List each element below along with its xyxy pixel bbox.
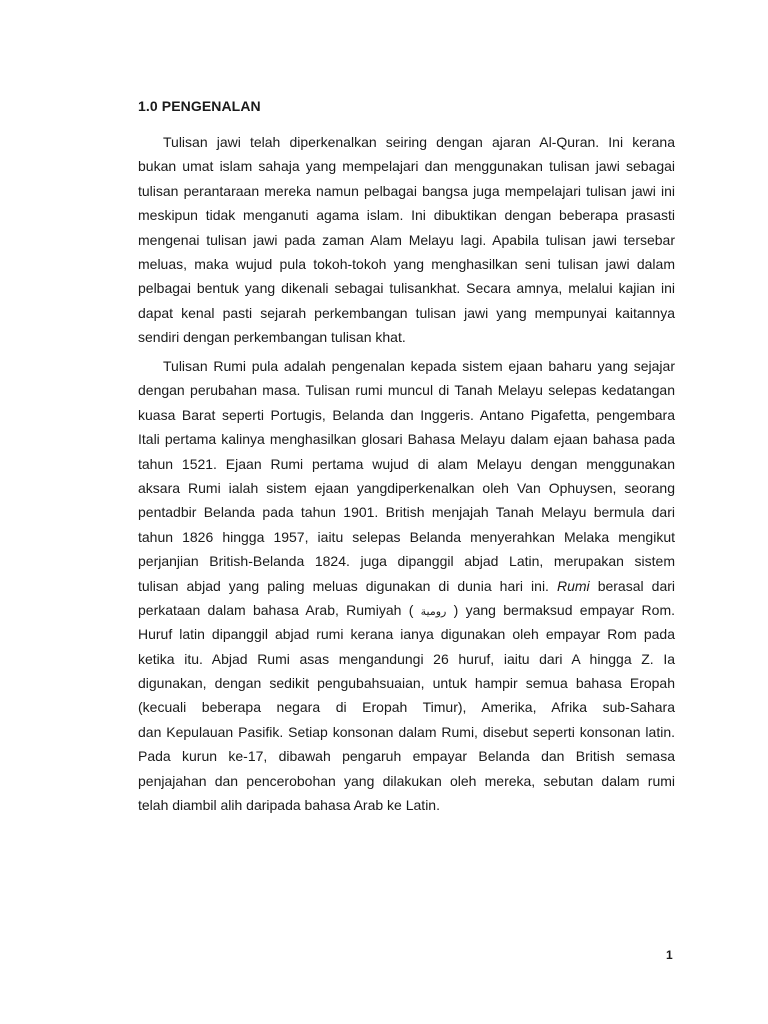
paragraph-line: meluas, maka wujud pula tokoh-tokoh yang menghasilkan seni tulisan jawi dalam bbox=[138, 255, 675, 272]
paragraph-line: mengenai tulisan jawi pada zaman Alam Melayu lagi. Apabila tulisan jawi tersebar bbox=[138, 231, 675, 248]
paragraph-line: telah diambil alih daripada bahasa Arab ke Latin. bbox=[138, 797, 440, 814]
line-text: berasal dari bbox=[589, 577, 675, 594]
paragraph-line: pentadbir Belanda pada tahun 1901. British menjajah Tanah Melayu bermula dari bbox=[138, 504, 675, 521]
paragraph-line: Tulisan jawi telah diperkenalkan seiring dengan ajaran Al-Quran. Ini kerana bbox=[163, 134, 675, 150]
paragraph-line: kuasa Barat seperti Portugis, Belanda dan Inggeris. Antano Pigafetta, pengembara bbox=[138, 406, 675, 423]
italic-term-rumi: Rumi bbox=[556, 577, 590, 594]
paragraph-line: meskipun tidak menganuti agama islam. Ini dibuktikan dengan beberapa prasasti bbox=[138, 207, 675, 224]
section-heading: 1.0 PENGENALAN bbox=[138, 98, 261, 114]
paragraph-line bbox=[138, 598, 675, 622]
paragraph-line: tahun 1826 hingga 1957, iaitu selepas Belanda menyerahkan Melaka mengikut bbox=[138, 528, 675, 545]
paragraph-line: tulisan perantaraan mereka namun pelbagai bangsa juga mempelajari tulisan jawi ini bbox=[138, 182, 675, 199]
paragraph-line: (kecuali beberapa negara di Eropah Timur), Amerika, Afrika sub-Sahara bbox=[138, 699, 675, 716]
paragraph-line: Itali pertama kalinya menghasilkan glosari Bahasa Melayu dalam ejaan bahasa pada bbox=[138, 431, 675, 448]
paragraph-line: digunakan, dengan sedikit pengubahsuaian, untuk hampir semua bahasa Eropah bbox=[138, 675, 675, 692]
paragraph-line: pelbagai bentuk yang dikenali sebagai tulisankhat. Secara amnya, melalui kajian ini bbox=[138, 280, 675, 297]
paragraph-line: sendiri dengan perkembangan tulisan khat. bbox=[138, 329, 406, 346]
paragraph-line: ketika itu. Abjad Rumi asas mengandungi 26 huruf, iaitu dari A hingga Z. Ia bbox=[138, 650, 675, 667]
paragraph-line bbox=[138, 574, 675, 598]
line-text: perkataan dalam bahasa Arab, Rumiyah ( bbox=[138, 601, 421, 618]
paragraph-line: penjajahan dan pencerobohan yang dilakukan oleh mereka, sebutan dalam rumi bbox=[138, 772, 675, 789]
paragraph-line: dapat kenal pasti sejarah perkembangan tulisan jawi yang mempunyai kaitannya bbox=[138, 304, 675, 321]
line-text: ) yang bermaksud empayar Rom. bbox=[446, 601, 675, 618]
line-text: tulisan abjad yang paling meluas digunakan di dunia hari ini. bbox=[138, 577, 557, 594]
paragraph-line: dengan perubahan masa. Tulisan rumi muncul di Tanah Melayu selepas kedatangan bbox=[138, 382, 675, 399]
page-number: 1 bbox=[666, 948, 673, 962]
paragraph-line: aksara Rumi ialah sistem ejaan yangdiperkenalkan oleh Van Ophuysen, seorang bbox=[138, 479, 675, 496]
paragraph-line: tahun 1521. Ejaan Rumi pertama wujud di alam Melayu dengan menggunakan bbox=[138, 455, 675, 472]
paragraph-line: bukan umat islam sahaja yang mempelajari dan menggunakan tulisan jawi sebagai bbox=[138, 158, 675, 175]
paragraph-line: perjanjian British-Belanda 1824. juga dipanggil abjad Latin, merupakan sistem bbox=[138, 553, 675, 570]
paragraph-line: Huruf latin dipanggil abjad rumi kerana ianya digunakan oleh empayar Rom pada bbox=[138, 626, 675, 643]
paragraph-jawi bbox=[138, 130, 675, 350]
paragraph-rumi bbox=[138, 354, 675, 817]
arabic-term-rumiyah: رومية bbox=[420, 604, 447, 618]
paragraph-line: Tulisan Rumi pula adalah pengenalan kepada sistem ejaan baharu yang sejajar bbox=[163, 358, 675, 374]
paragraph-line: Pada kurun ke-17, dibawah pengaruh empayar Belanda dan British semasa bbox=[138, 748, 675, 765]
paragraph-line: dan Kepulauan Pasifik. Setiap konsonan dalam Rumi, disebut seperti konsonan latin. bbox=[138, 723, 675, 740]
